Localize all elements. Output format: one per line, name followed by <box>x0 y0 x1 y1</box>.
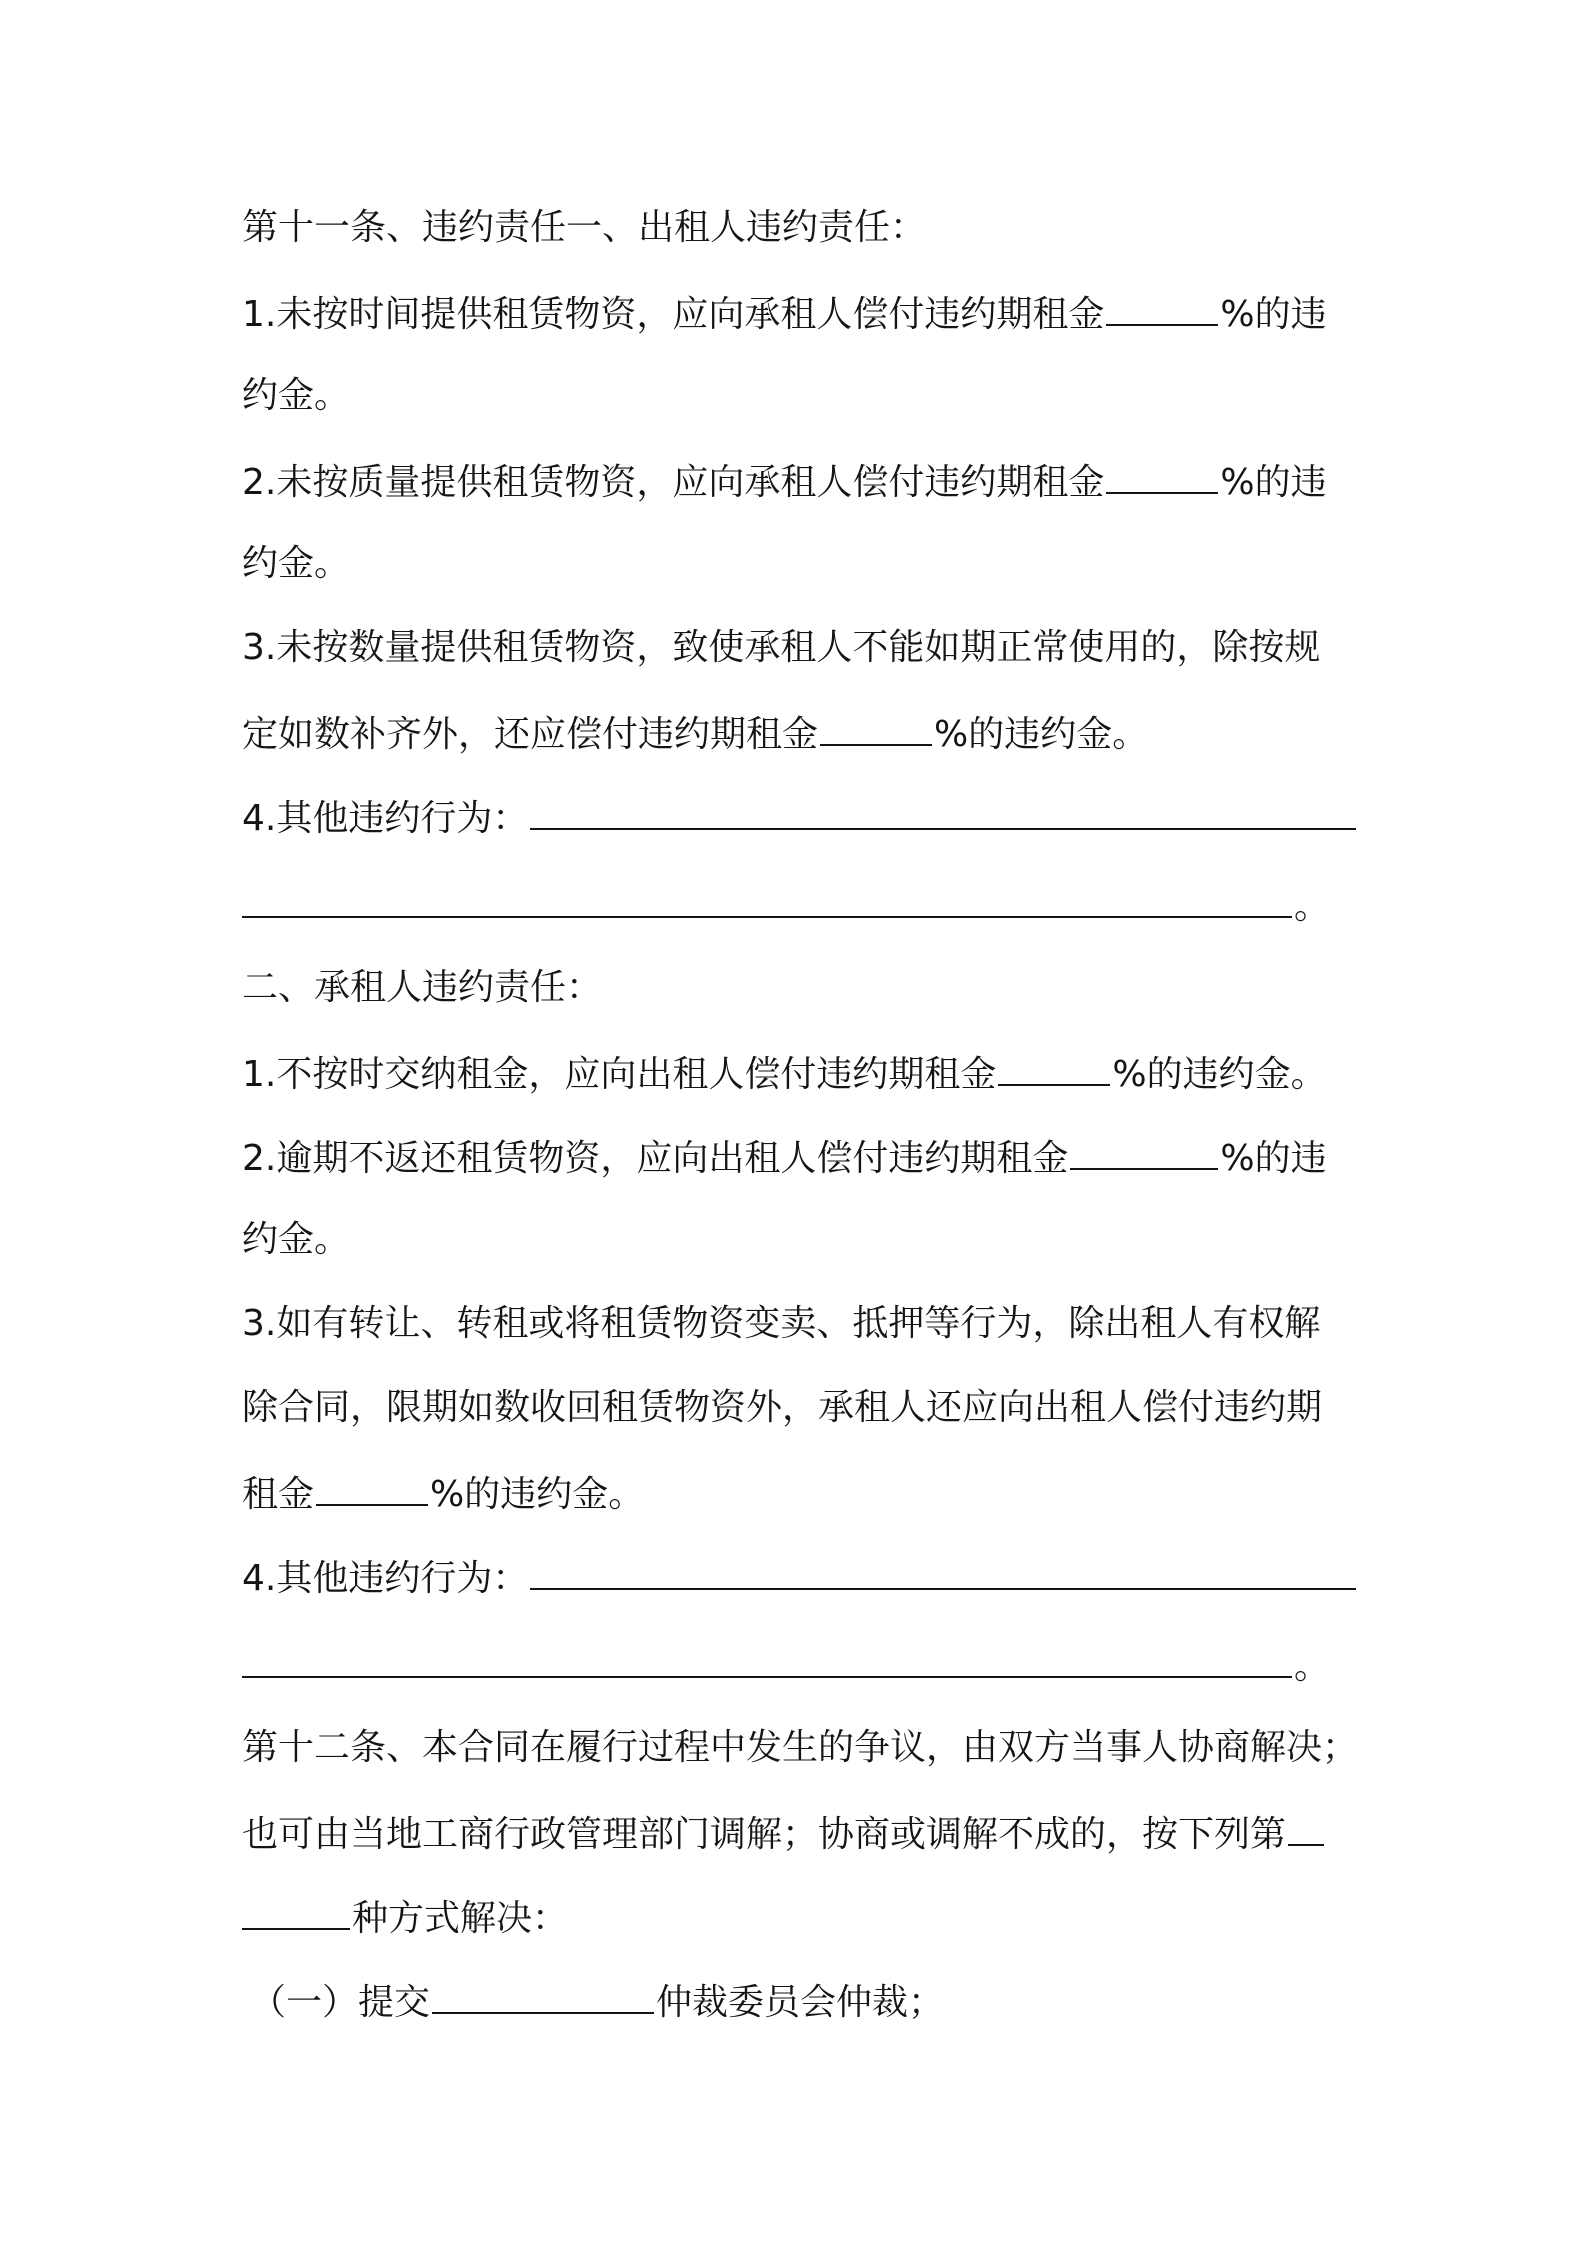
fill-blank[interactable] <box>530 788 1356 830</box>
text: %的违 <box>1220 1138 1327 1179</box>
fill-blank[interactable] <box>316 1464 428 1506</box>
text: 第十二条、本合同在履行过程中发生的争议，由双方当事人协商解决； <box>242 1727 1359 1768</box>
text: 仲裁委员会仲裁； <box>656 1982 945 2023</box>
text: %的违 <box>1220 294 1327 335</box>
text: 4.其他违约行为： <box>242 1558 529 1599</box>
text: %的违约金。 <box>1112 1054 1327 1095</box>
text: 4.其他违约行为： <box>242 798 529 839</box>
fill-blank[interactable] <box>1106 284 1218 326</box>
text: %的违约金。 <box>934 714 1149 755</box>
fill-blank[interactable] <box>820 704 932 746</box>
article-12-line-1 <box>242 1720 1359 1776</box>
lessee-clause-2-cont <box>242 1212 1352 1268</box>
lessee-clause-3-cont <box>242 1380 1352 1436</box>
text: 。 <box>1294 1646 1331 1687</box>
fill-blank[interactable] <box>998 1044 1110 1086</box>
lessor-clause-2 <box>242 452 1352 508</box>
text: 二、承租人违约责任： <box>242 967 603 1008</box>
fill-blank[interactable] <box>1070 1128 1218 1170</box>
fill-blank[interactable] <box>242 876 1292 918</box>
text: 3.未按数量提供租赁物资，致使承租人不能如期正常使用的，除按规 <box>242 627 1321 668</box>
fill-blank[interactable] <box>1288 1804 1324 1846</box>
lessor-clause-2-cont <box>242 536 1352 592</box>
lessee-heading <box>242 960 1352 1016</box>
text: 3.如有转让、转租或将租赁物资变卖、抵押等行为，除出租人有权解 <box>242 1303 1321 1344</box>
text: %的违约金。 <box>430 1474 645 1515</box>
text: 2.逾期不返还租赁物资，应向出租人偿付违约期租金 <box>242 1138 1069 1179</box>
text: 定如数补齐外，还应偿付违约期租金 <box>242 714 819 755</box>
lessor-clause-3 <box>242 620 1352 676</box>
text: 约金。 <box>242 375 351 416</box>
fill-blank[interactable] <box>432 1972 654 2014</box>
text: （一）提交 <box>250 1982 431 2023</box>
fill-blank[interactable] <box>1106 452 1218 494</box>
article-12-option-1 <box>250 1972 1360 2028</box>
text: 约金。 <box>242 1219 351 1260</box>
text: 1.未按时间提供租赁物资，应向承租人偿付违约期租金 <box>242 294 1105 335</box>
lessee-clause-4 <box>242 1548 1352 1604</box>
text: 约金。 <box>242 543 351 584</box>
lessor-clause-4-cont <box>242 876 1352 932</box>
lessor-clause-1-cont <box>242 368 1352 424</box>
lessee-clause-3-end <box>242 1464 1352 1520</box>
text: 也可由当地工商行政管理部门调解；协商或调解不成的，按下列第 <box>242 1814 1287 1855</box>
text: 第十一条、违约责任一、出租人违约责任： <box>242 207 927 248</box>
lessee-clause-2 <box>242 1128 1352 1184</box>
lessee-clause-3 <box>242 1296 1352 1352</box>
article-12-line-2 <box>242 1804 1352 1860</box>
lessor-clause-3-cont <box>242 704 1352 760</box>
text: 种方式解决： <box>352 1898 569 1939</box>
lessor-clause-1 <box>242 284 1352 340</box>
text: 1.不按时交纳租金，应向出租人偿付违约期租金 <box>242 1054 997 1095</box>
text: %的违 <box>1220 462 1327 503</box>
text: 。 <box>1294 886 1331 927</box>
lessee-clause-1 <box>242 1044 1352 1100</box>
article-12-line-3 <box>242 1888 1352 1944</box>
text: 除合同，限期如数收回租赁物资外，承租人还应向出租人偿付违约期 <box>242 1387 1323 1428</box>
fill-blank[interactable] <box>242 1636 1292 1678</box>
lessee-clause-4-cont <box>242 1636 1352 1692</box>
text: 租金 <box>242 1474 315 1515</box>
lessor-clause-4 <box>242 788 1352 844</box>
text: 2.未按质量提供租赁物资，应向承租人偿付违约期租金 <box>242 462 1105 503</box>
fill-blank[interactable] <box>530 1548 1356 1590</box>
article-11-heading <box>242 200 1352 256</box>
fill-blank[interactable] <box>242 1888 350 1930</box>
